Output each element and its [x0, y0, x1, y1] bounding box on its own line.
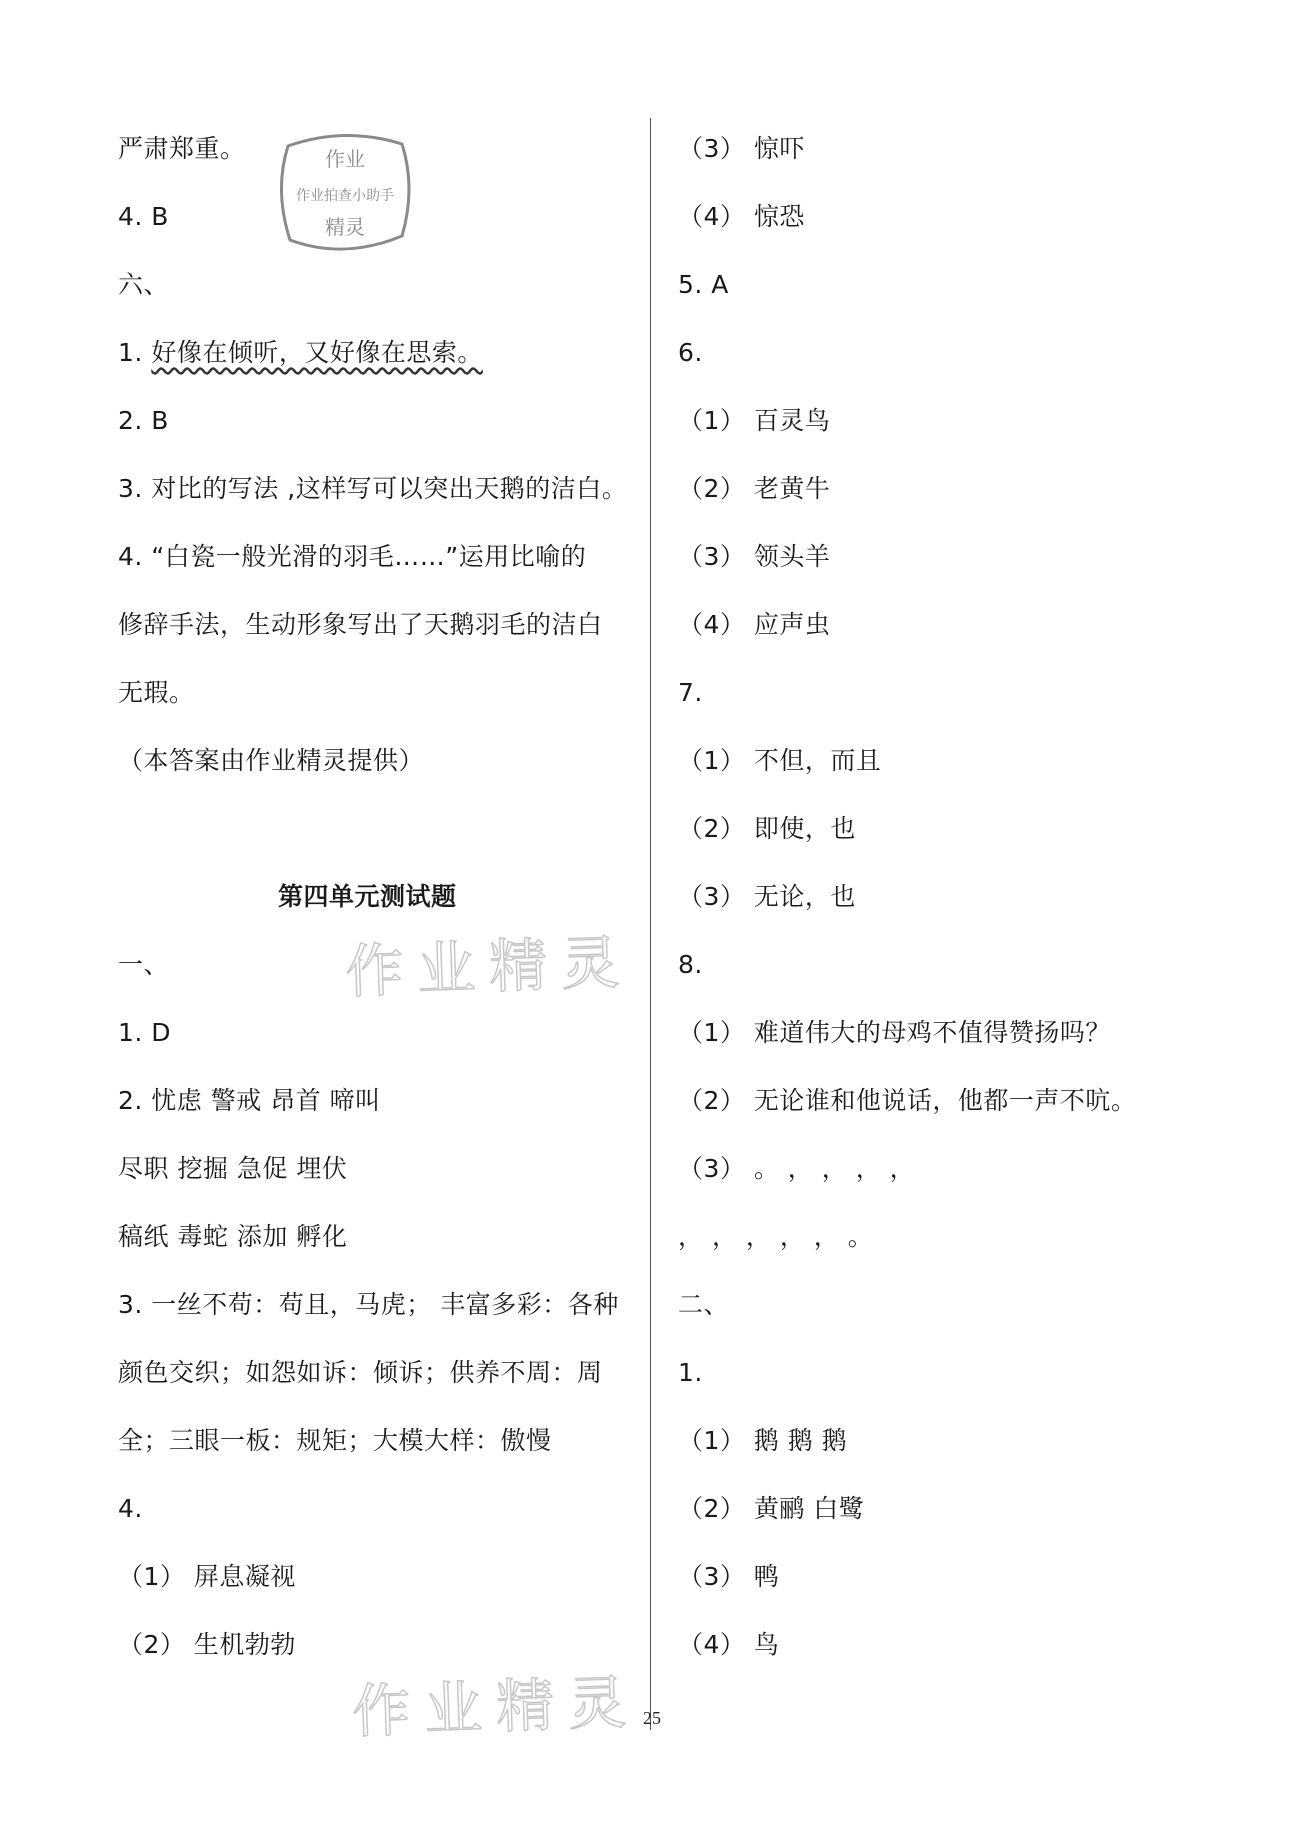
- answer-line: 全；三眼一板：规矩；大模大样：傲慢: [118, 1426, 552, 1455]
- watermark: 作业精灵: [351, 1667, 642, 1747]
- column-divider: [650, 118, 651, 1730]
- answer-line: （2） 生机勃勃: [118, 1630, 296, 1659]
- stamp-seal: [274, 128, 416, 258]
- svg-text:作业拍查小助手: 作业拍查小助手: [296, 188, 394, 204]
- answer-line: （1） 难道伟大的母鸡不值得赞扬吗？: [678, 1018, 1111, 1047]
- answer-line: （2） 即使，也: [678, 814, 856, 843]
- answer-line: 1. D: [118, 1018, 172, 1047]
- answer-line: 2. 忧虑 警戒 昂首 啼叫: [118, 1086, 381, 1115]
- answer-line: 二、: [678, 1290, 730, 1319]
- section-title: 第四单元测试题: [278, 882, 457, 911]
- answer-line: （1） 鹅 鹅 鹅: [678, 1426, 848, 1455]
- answer-line: （3） 鸭: [678, 1562, 780, 1591]
- answer-line: 六、: [118, 270, 170, 299]
- answer-line: [118, 336, 483, 370]
- answer-line: （本答案由作业精灵提供）: [118, 746, 425, 775]
- answer-line: （2） 无论谁和他说话，他都一声不吭。: [678, 1086, 1137, 1115]
- answer-line: （4） 鸟: [678, 1630, 780, 1659]
- answer-line: （2） 老黄牛: [678, 474, 831, 503]
- svg-text:精灵: 精灵: [325, 215, 365, 239]
- answer-line: 3. 一丝不苟：苟且，马虎； 丰富多彩：各种: [118, 1290, 619, 1319]
- answer-line: 4. “白瓷一般光滑的羽毛……”运用比喻的: [118, 542, 587, 571]
- watermark: 作业精灵: [344, 927, 635, 1007]
- answer-number: 1.: [118, 338, 152, 367]
- answer-line: （1） 不但，而且: [678, 746, 882, 775]
- answer-line: ， ， ， ， ， 。: [678, 1222, 874, 1251]
- answer-line: 8.: [678, 950, 703, 979]
- answer-line: 2. B: [118, 406, 169, 435]
- answer-line: （1） 百灵鸟: [678, 406, 831, 435]
- page-number: 25: [643, 1708, 661, 1728]
- answer-line: 无瑕。: [118, 678, 195, 707]
- answer-line: 稿纸 毒蛇 添加 孵化: [118, 1222, 348, 1251]
- answer-line: 4.: [118, 1494, 143, 1523]
- answer-line: 1.: [678, 1358, 703, 1387]
- answer-line: 尽职 挖掘 急促 埋伏: [118, 1154, 348, 1183]
- answer-line: （2） 黄鹂 白鹭: [678, 1494, 865, 1523]
- answer-line: 严肃郑重。: [118, 134, 246, 163]
- svg-text:作业: 作业: [325, 147, 365, 171]
- answer-line: 5. A: [678, 270, 729, 299]
- answer-line: （3） 惊吓: [678, 134, 805, 163]
- answer-line: 6.: [678, 338, 703, 367]
- answer-line: 颜色交织；如怨如诉：倾诉；供养不周：周: [118, 1358, 603, 1387]
- underlined-answer: 好像在倾听，又好像在思索。: [151, 338, 483, 367]
- answer-line: （1） 屏息凝视: [118, 1562, 296, 1591]
- answer-line: 一、: [118, 950, 170, 979]
- answer-line: 修辞手法，生动形象写出了天鹅羽毛的洁白: [118, 610, 603, 639]
- answer-line: （3） 。 ， ， ， ，: [678, 1154, 916, 1183]
- answer-line: （4） 惊恐: [678, 202, 805, 231]
- answer-line: 4. B: [118, 202, 169, 231]
- answer-line: （3） 领头羊: [678, 542, 831, 571]
- answer-line: 7.: [678, 678, 703, 707]
- answer-line: 3. 对比的写法 ,这样写可以突出天鹅的洁白。: [118, 474, 628, 503]
- answer-line: （3） 无论，也: [678, 882, 856, 911]
- answer-line: （4） 应声虫: [678, 610, 831, 639]
